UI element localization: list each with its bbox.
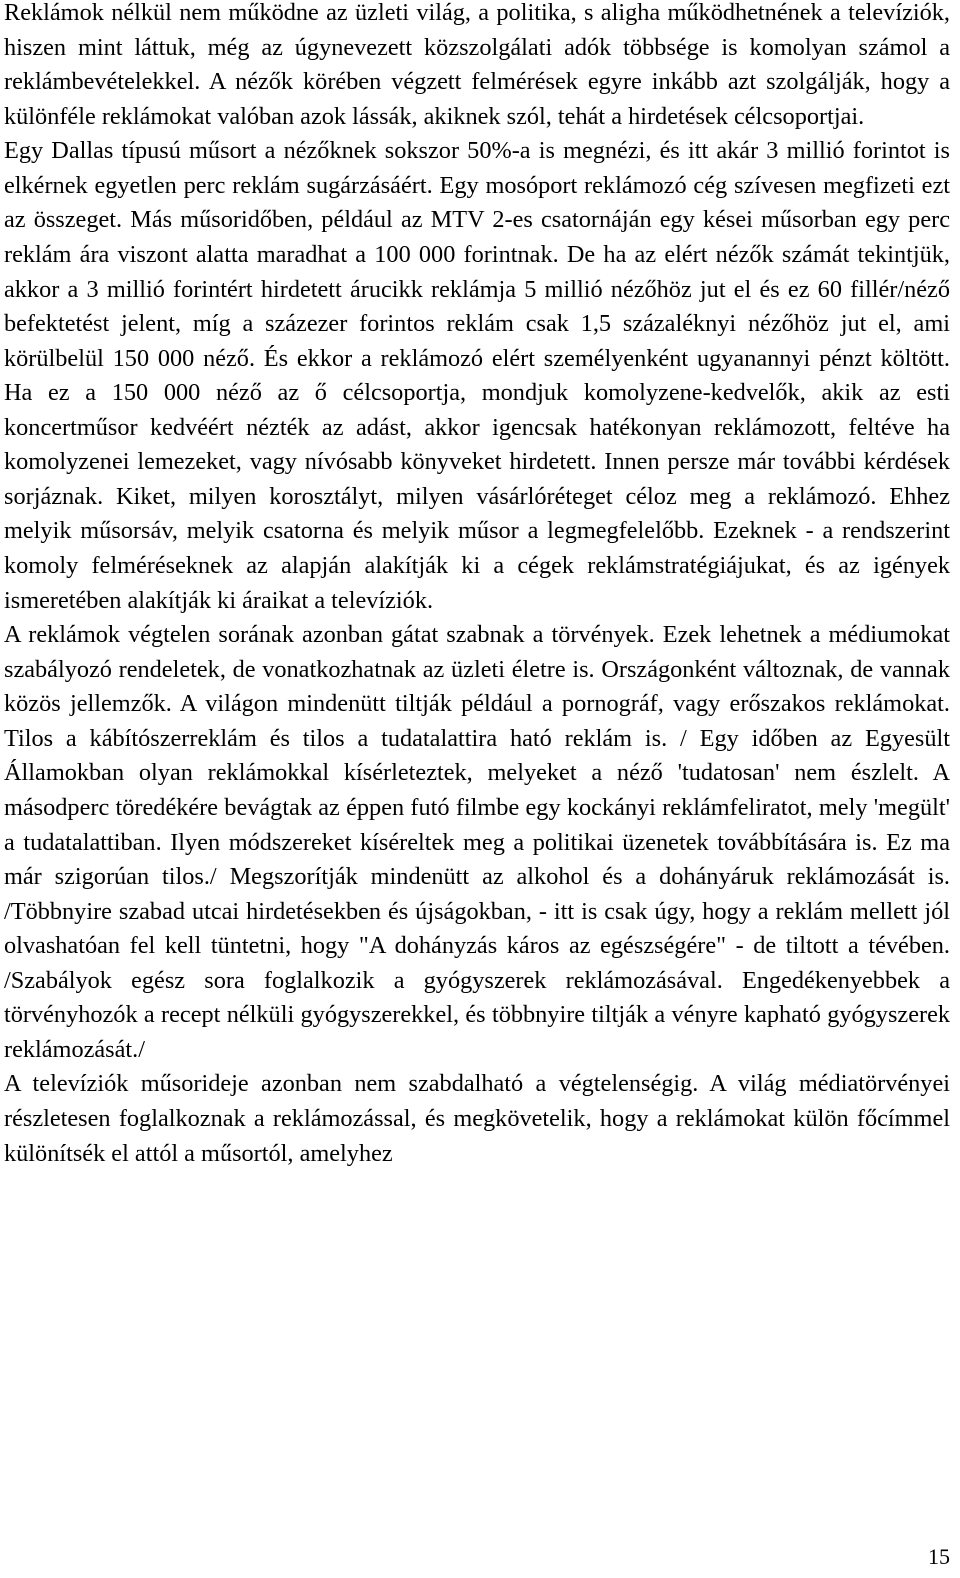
paragraph-ad-pricing: Egy Dallas típusú műsort a nézőknek sokszor 50%-a is megnézi, és itt akár 3 millió forintot is elkérnek egyetlen perc reklám sugárzásáért. Egy mosóport reklámozó cég szívesen megfizeti ezt az összeget. Más műsoridőben, például az MTV 2-es csatornáján egy kései műsorban egy perc reklám ára viszont alatta maradhat a 100 000 forintnak. De ha az elért nézők számát tekintjük, akkor a 3 millió forintért hirdetett árucikk reklámja 5 millió nézőhöz jut el és ez 60 fillér/néző befektetést jelent, míg a százezer forintos reklám csak 1,5 százaléknyi nézőhöz jut el, ami körülbelül 150 000 néző. És ekkor a reklámozó elért személyenként ugyanannyi pénzt költött. Ha ez a 150 000 néző az ő célcsoportja, mondjuk komolyzene-kedvelők, akik az esti koncertműsor kedvéért nézték az adást, akkor igencsak hatékonyan reklámozott, feltéve ha komolyzenei lemezeket, vagy nívósabb könyveket hirdetett. Innen persze már további kérdések sorjáznak. Kiket, milyen korosztályt, milyen vásárlóréteget céloz meg a reklámozó. Ehhez melyik műsorsáv, melyik csatorna és melyik műsor a legmegfelelőbb. Ezeknek - a rendszerint komoly felméréseknek az alapján alakítják ki a cégek reklámstratégiájukat, és az igények ismeretében alakítják ki áraikat a televíziók.: [4, 137, 950, 614]
paragraph-advertising-economy: Reklámok nélkül nem működne az üzleti világ, a politika, s aligha működhetnének a televíziók, hiszen mint láttuk, még az úgynevezett közszolgálati adók többsége is komolyan számol a reklámbevételekkel. A nézők körében végzett felmérések egyre inkább azt szolgálják, hogy a különféle reklámokat valóban azok lássák, akiknek szól, tehát a hirdetések célcsoportjai.: [4, 0, 950, 130]
paragraph-broadcast-time: A televíziók műsorideje azonban nem szabdalható a végtelenségig. A világ médiatörvényei részletesen foglalkoznak a reklámozással, és megkövetelik, hogy a reklámokat külön főcímmel különítsék el attól a műsortól, amelyhez: [4, 1070, 950, 1167]
body-text: [4, 0, 950, 1171]
page-number: 15: [928, 1544, 950, 1569]
paragraph-ad-regulation: A reklámok végtelen sorának azonban gátat szabnak a törvények. Ezek lehetnek a médiumokat szabályozó rendeletek, de vonatkozhatnak az üzleti életre is. Országonként változnak, de vannak közös jellemzők. A világon mindenütt tiltják például a pornográf, vagy erőszakos reklámokat. Tilos a kábítószerreklám és tilos a tudatalattira ható reklám is. / Egy időben az Egyesült Államokban olyan reklámokkal kísérleteztek, melyeket a néző 'tudatosan' nem észlelt. A másodperc töredékére bevágtak az éppen futó filmbe egy kockányi reklámfeliratot, mely 'megült' a tudatalattiban. Ilyen módszereket kíséreltek meg a politikai üzenetek továbbítására is. Ez ma már szigorúan tilos./ Megszorítják mindenütt az alkohol és a dohányáruk reklámozását is. /Többnyire szabad utcai hirdetésekben és újságokban, - itt is csak úgy, hogy a reklám mellett jól olvashatóan fel kell tüntetni, hogy "A dohányzás káros az egészségére" - de tiltott a tévében. /Szabályok egész sora foglalkozik a gyógyszerek reklámozásával. Engedékenyebbek a törvényhozók a recept nélküli gyógyszerekkel, és többnyire tiltják a vényre kapható gyógyszerek reklámozását./: [4, 621, 950, 1063]
